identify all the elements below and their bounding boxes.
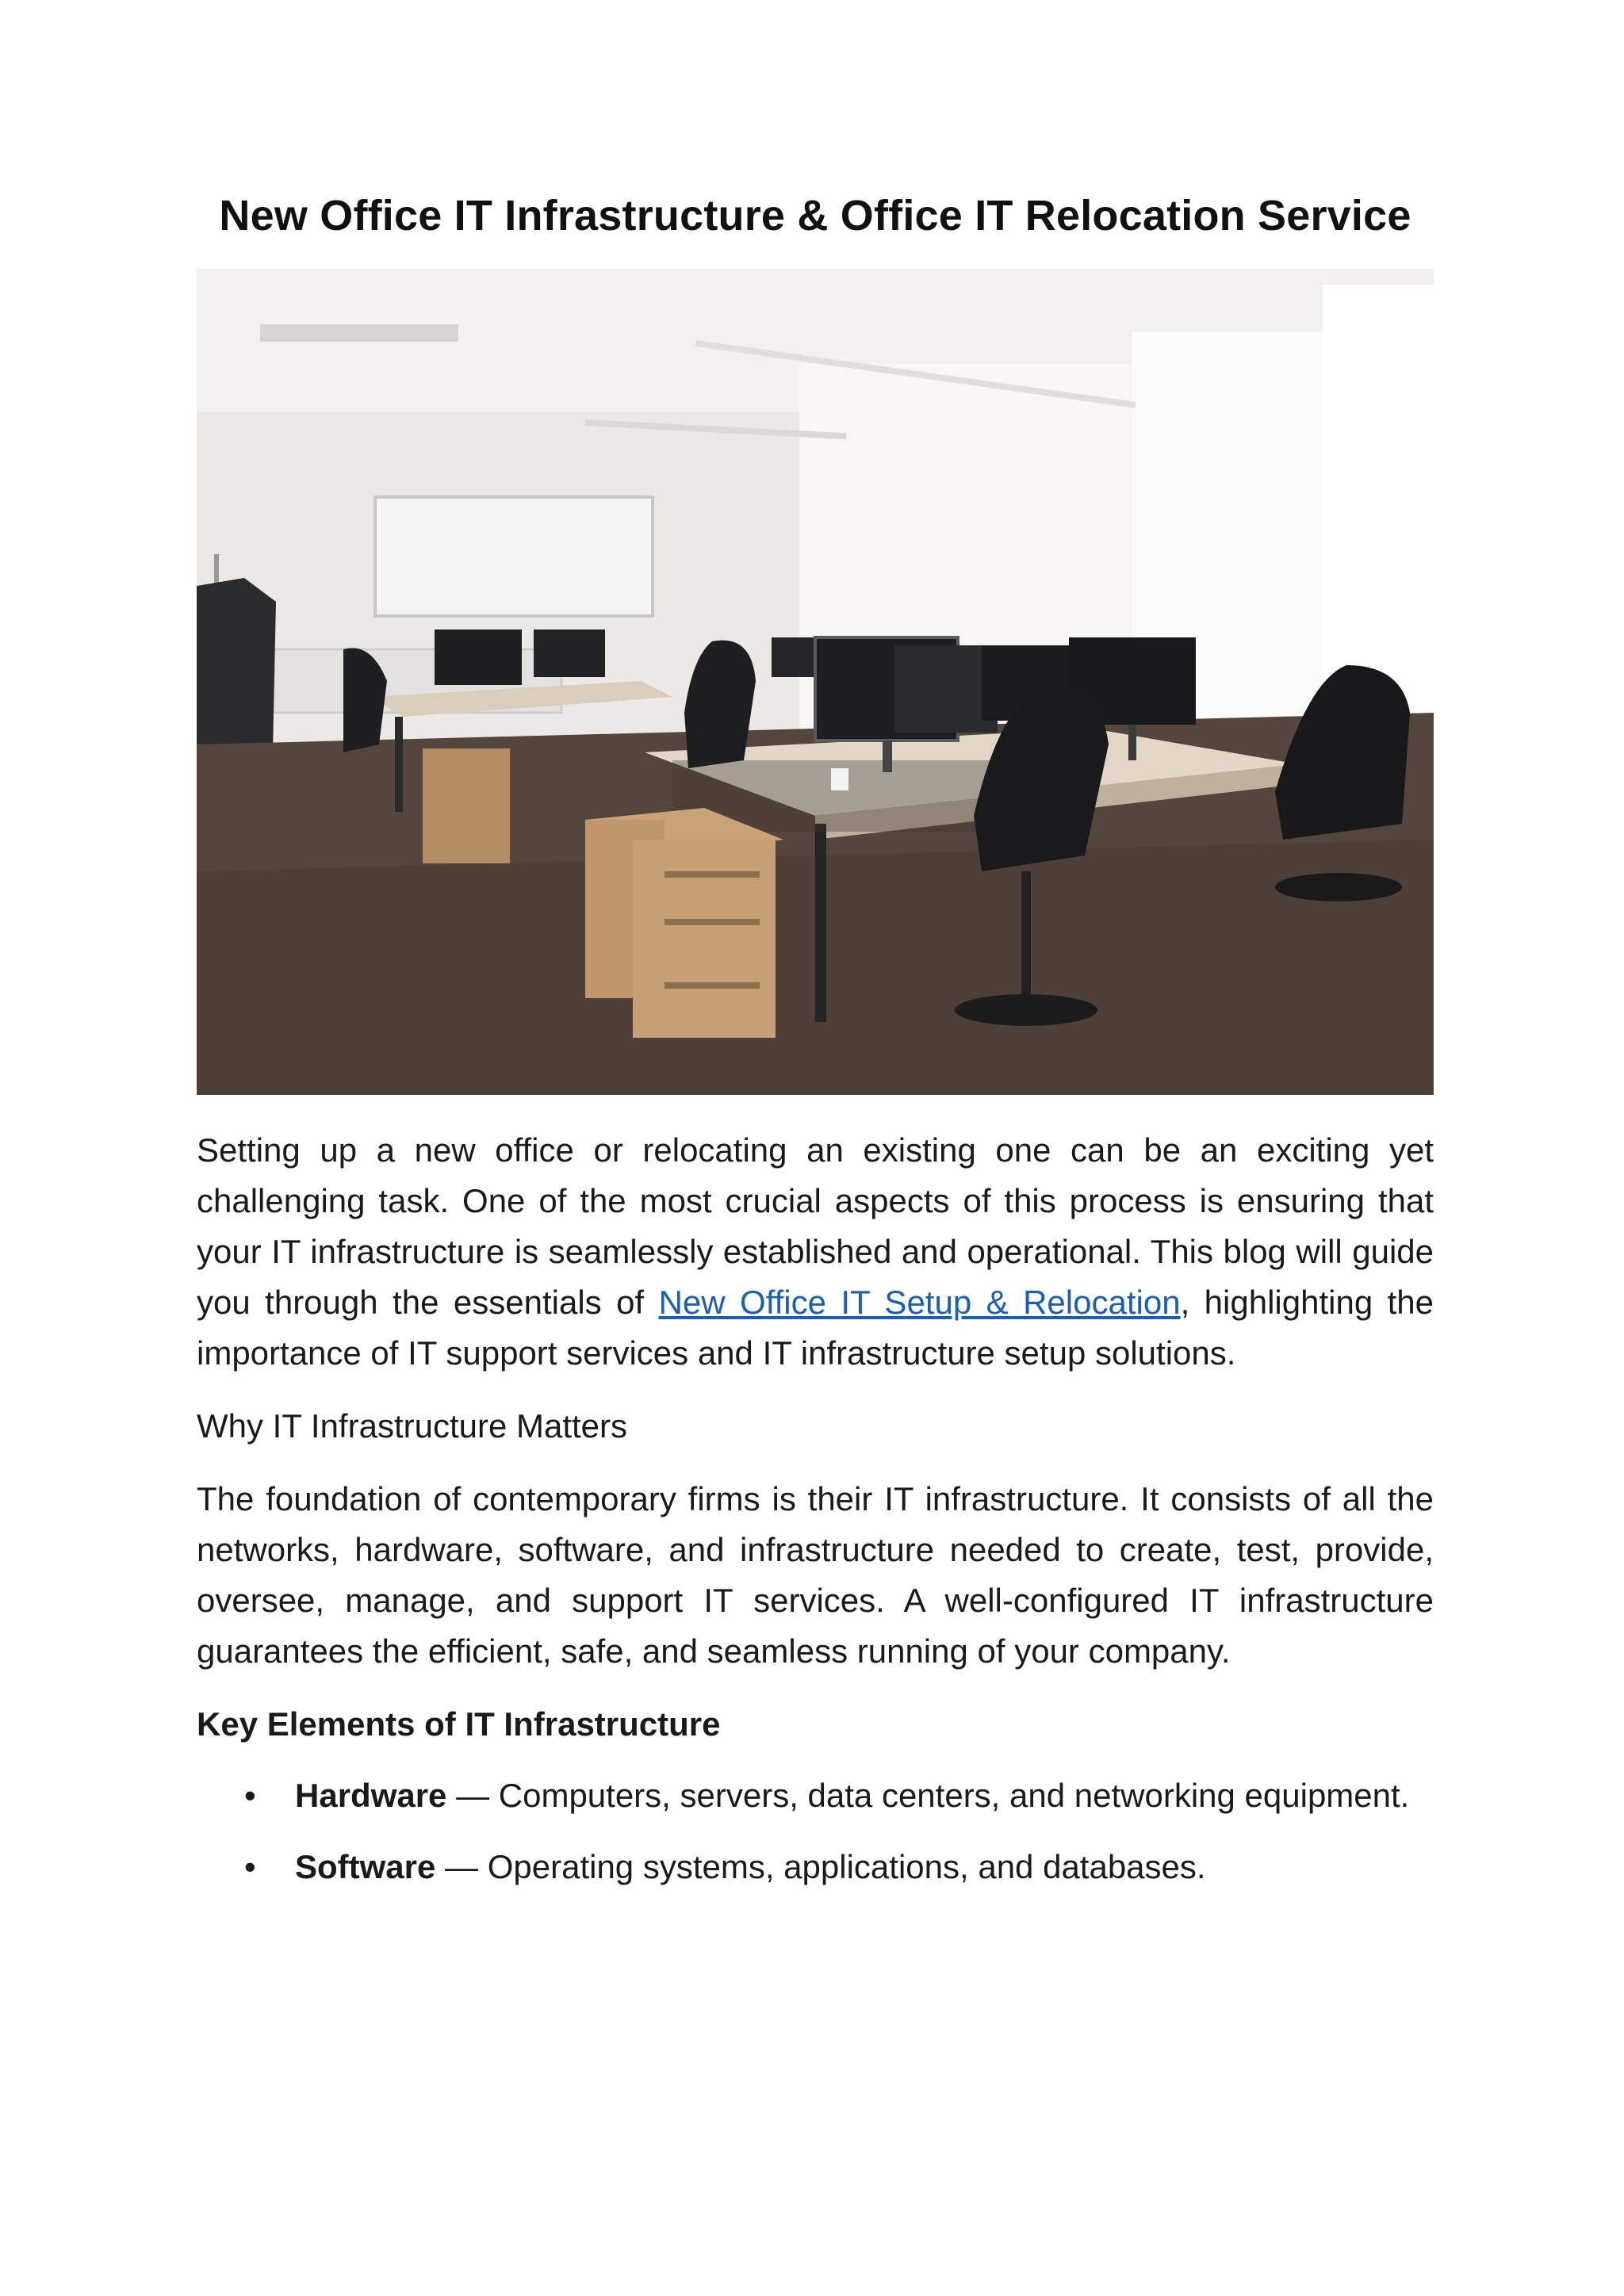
list-item [197,1842,1434,1892]
list-item-text: Computers, servers, data centers, and networking equipment. [498,1776,1410,1814]
list-item-term: Software [295,1847,436,1885]
key-elements-list [197,1770,1434,1892]
intro-paragraph [197,1125,1434,1379]
intro-text-part1: Setting up a new office or relocating an existing one can be an exciting yet challenging task. One of the most crucial aspects of this process is ensuring that your IT infrastructure is seamlessly established and operational. This blog will guide you through the essentials of [197,1131,1434,1321]
list-item-text: Operating systems, applications, and databases. [487,1847,1206,1885]
bullet-icon: • [244,1776,256,1814]
list-item-separator: — [435,1847,488,1885]
new-office-it-setup-link[interactable]: New Office IT Setup & Relocation [658,1283,1181,1321]
office-illustration [197,269,1434,1095]
intro-text-part2: , highlighting the importance of IT support services and IT infrastructure setup solutions. [197,1283,1434,1372]
list-item-separator: — [446,1776,499,1814]
list-item [197,1770,1434,1821]
section-body-it-foundation: The foundation of contemporary firms is their IT infrastructure. It consists of all the networks, hardware, software, and infrastructure needed to create, test, provide, oversee, manage, and support IT services. A well-configured IT infrastructure guarantees the efficient, safe, and seamless running of your company. [197,1479,1434,1670]
office-photo [197,269,1434,1095]
document-page [197,190,1434,1913]
list-item-term: Hardware [295,1776,447,1814]
bullet-icon: • [244,1847,256,1885]
page-title: New Office IT Infrastructure & Office IT Relocation Service [219,192,1411,239]
section-heading-why-it-matters: Why IT Infrastructure Matters [197,1406,628,1445]
section-heading-key-elements: Key Elements of IT Infrastructure [197,1705,721,1743]
